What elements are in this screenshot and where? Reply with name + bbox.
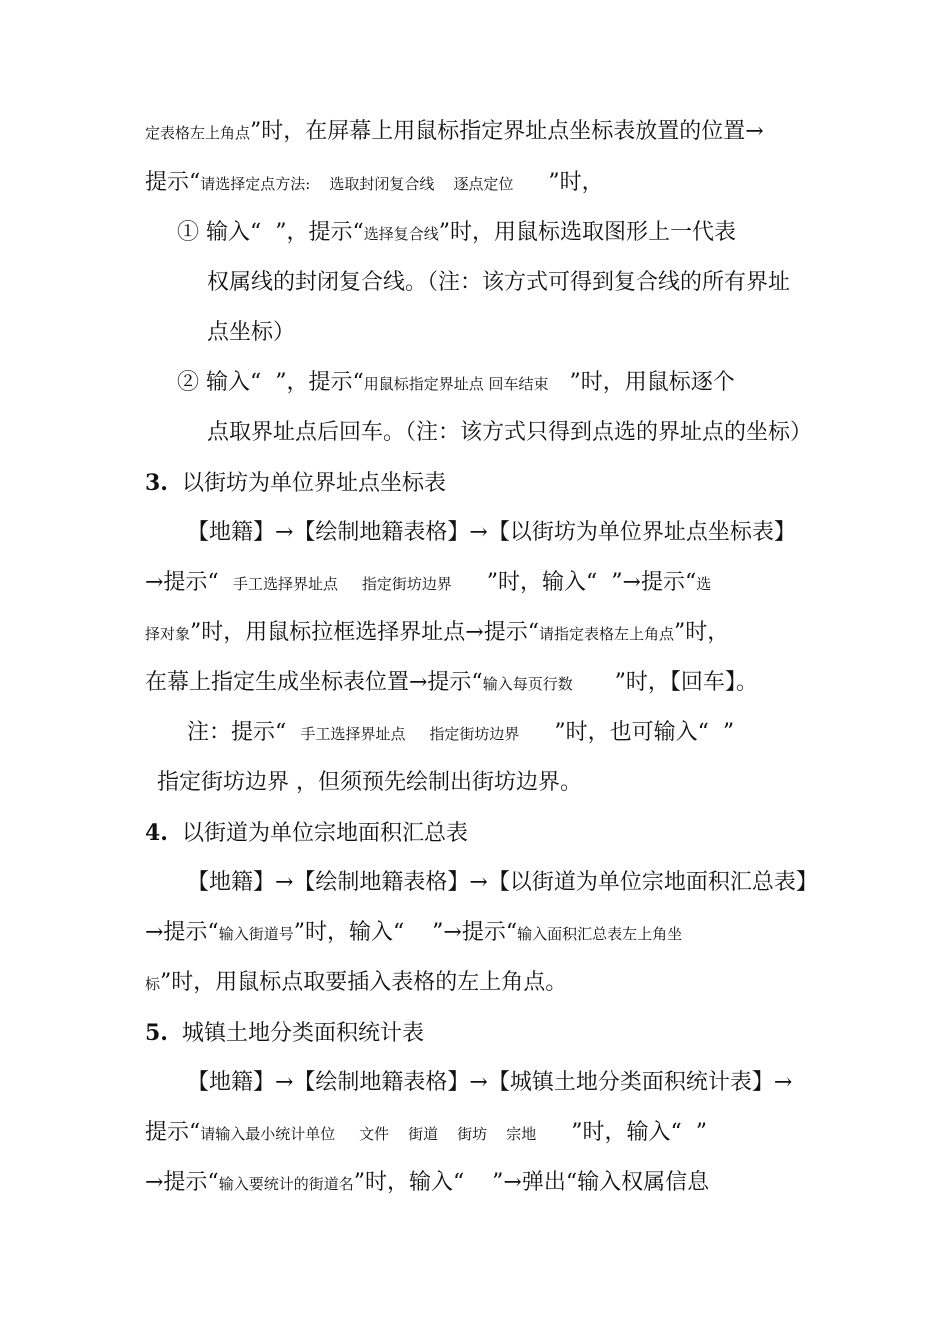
text: ① 输入“ ”，提示“ (177, 220, 364, 245)
small-prompt: 请指定表格左上角点 (538, 625, 674, 643)
text: ② 输入“ ”，提示“ (177, 370, 364, 395)
text-line-1 (145, 117, 764, 148)
small-prompt: 用鼠标指定界址点 回车结束 (363, 375, 549, 393)
text-line-21 (145, 1118, 707, 1149)
small-prompt: 手工选择界址点 指定街坊边界 (286, 725, 520, 743)
text: ”时，用鼠标点取要插入表格的左上角点。 (160, 970, 568, 995)
section-number: 4. (145, 820, 168, 846)
small-prompt: 输入面积汇总表左上角坐 (517, 925, 683, 943)
text: 提示“ (145, 1120, 201, 1145)
section-number: 3. (145, 470, 168, 496)
text-line-2 (145, 168, 604, 199)
text: 提示“ (145, 170, 201, 195)
text: ”时，输入“ ”→弹出“输入权属信息 (353, 1170, 710, 1195)
section-title: 以街坊为单位界址点坐标表 (167, 471, 446, 496)
text: ”时，【回车】。 (572, 670, 758, 695)
section-heading-4 (145, 818, 468, 849)
text-line-17 (145, 918, 682, 949)
section-heading-3 (145, 468, 446, 499)
text-line-20 (187, 1068, 792, 1098)
text: ”时，输入“ ”→提示“ (293, 920, 518, 945)
text: 权属线的封闭复合线。（注：该方式可得到复合线的所有界址 (207, 270, 791, 295)
small-prompt: 定表格左上角点 (145, 124, 251, 142)
text-line-7 (207, 418, 812, 448)
section-title: 城镇土地分类面积统计表 (167, 1021, 424, 1046)
text: 指定街坊边界 ，但须预先绘制出街坊边界。 (157, 770, 582, 795)
text: 点取界址点后回车。（注：该方式只得到点选的界址点的坐标） (207, 420, 813, 445)
text: ”时，在屏幕上用鼠标指定界址点坐标表放置的位置→ (250, 119, 764, 144)
text: ”时，也可输入“ ” (519, 720, 735, 745)
section-heading-5 (145, 1018, 424, 1049)
small-prompt: 手工选择界址点 指定街坊边界 (218, 575, 452, 593)
text: ”时，用鼠标逐个 (548, 370, 735, 395)
text: ”时， (673, 620, 730, 645)
small-prompt: 标 (145, 975, 161, 993)
small-prompt: 输入要统计的街道名 (218, 1175, 354, 1193)
text: 在幕上指定生成坐标表位置→提示“ (145, 670, 483, 695)
text: 注：提示“ (187, 720, 287, 745)
small-prompt: 请选择定点方法: 选取封闭复合线 逐点定位 (200, 175, 514, 193)
section-number: 5. (145, 1020, 168, 1046)
text-line-4 (207, 268, 790, 298)
text-line-18 (145, 968, 567, 999)
text: →提示“ (145, 570, 219, 595)
menu-path: 【地籍】→【绘制地籍表格】→【以街坊为单位界址点坐标表】 (187, 520, 796, 545)
text: ”时，输入“ ” (536, 1120, 708, 1145)
text-line-13 (187, 718, 734, 749)
small-prompt: 选择复合线 (363, 225, 439, 243)
text-line-12 (145, 668, 758, 699)
menu-path: 【地籍】→【绘制地籍表格】→【以街道为单位宗地面积汇总表】 (187, 870, 818, 895)
small-prompt: 输入街道号 (218, 925, 294, 943)
text: →提示“ (145, 920, 219, 945)
menu-path: 【地籍】→【绘制地籍表格】→【城镇土地分类面积统计表】→ (187, 1070, 793, 1095)
section-title: 以街道为单位宗地面积汇总表 (167, 821, 468, 846)
text-line-5 (207, 318, 295, 348)
text-line-6 (177, 368, 735, 399)
text-line-3 (177, 218, 736, 249)
text: 点坐标） (207, 320, 296, 345)
text-line-10 (145, 568, 711, 599)
text-line-16 (187, 868, 818, 898)
small-prompt: 请输入最小统计单位 文件 街道 街坊 宗地 (200, 1125, 537, 1143)
text-line-9 (187, 518, 796, 548)
text: ”时， (513, 170, 604, 195)
text: ”时，用鼠标拉框选择界址点→提示“ (190, 620, 539, 645)
text-line-11 (145, 618, 729, 649)
text: ”时，输入“ ”→提示“ (451, 570, 697, 595)
text: →提示“ (145, 1170, 219, 1195)
text: ”时，用鼠标选取图形上一代表 (438, 220, 736, 245)
text-line-14 (157, 768, 582, 798)
text-line-22 (145, 1168, 709, 1199)
small-prompt: 选 (696, 575, 712, 593)
small-prompt: 择对象 (145, 625, 191, 643)
small-prompt: 输入每页行数 (482, 675, 573, 693)
